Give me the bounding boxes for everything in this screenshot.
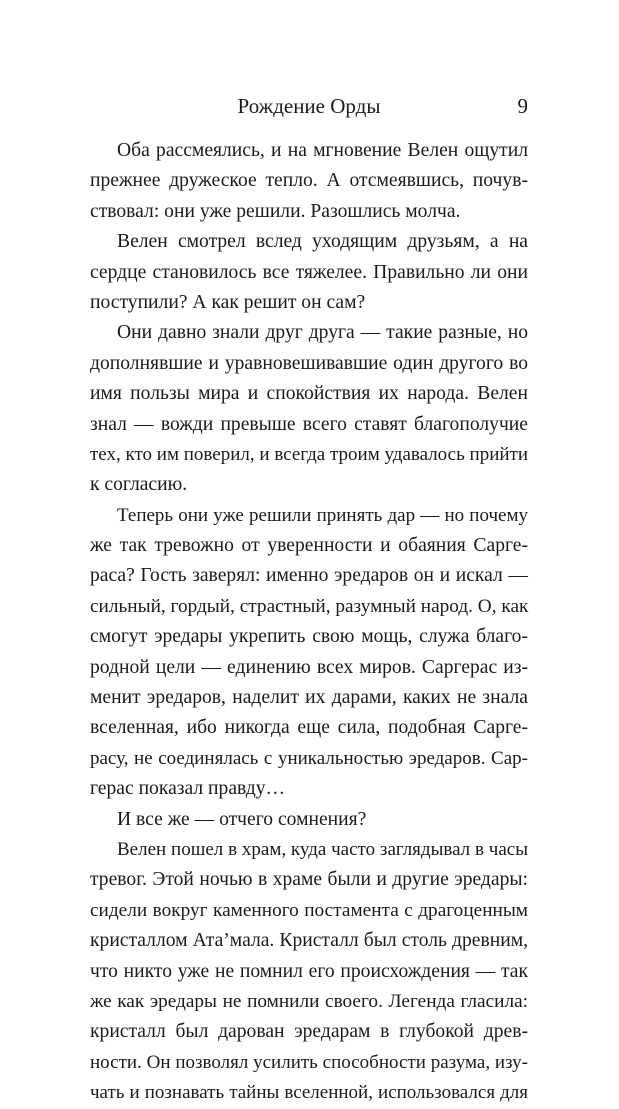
text-line: Они давно знали друг друга — такие разные, но (117, 322, 528, 344)
text-line: к согласию. (90, 474, 188, 496)
text-line: раса? Гость заверял: именно эредаров он и искал — (90, 565, 528, 587)
text-line: менит эредаров, наделит их дарами, каких не знала (90, 687, 528, 709)
text-line: же как эредары не помнили своего. Легенда гласила: (90, 990, 528, 1012)
text-line: знал — вожди превыше всего ставят благополучие (90, 413, 528, 435)
text-line: имя пользы мира и спокойствия их народа. Велен (90, 383, 528, 405)
text-line: сердце становилось все тяжелее. Правильно ли они (90, 261, 528, 283)
text-line: И все же — отчего сомнения? (117, 808, 367, 830)
text-line: смогут эредары укрепить свою мощь, служа благо- (90, 626, 528, 648)
text-line: Велен пошел в храм, куда часто заглядывал в часы (117, 838, 528, 860)
text-line: же так тревожно от уверенности и обаяния Сарге- (90, 535, 528, 557)
text-line: Теперь они уже решили принять дар — но почему (117, 504, 528, 526)
text-line: Велен смотрел вслед уходящим друзьям, а на (117, 231, 528, 253)
text-line: сидели вокруг каменного постамента с драгоценным (90, 899, 528, 921)
text-line: чать и познавать тайны вселенной, использовался для (90, 1082, 528, 1104)
running-header (90, 92, 528, 120)
text-line: расу, не соединялась с уникальностью эредаров. Сар- (90, 747, 528, 769)
text-line: тех, кто им поверил, и всегда троим удавалось прийти (90, 443, 528, 465)
body-text (90, 136, 528, 1109)
text-line: вселенная, ибо никогда еще сила, подобная Сарге- (90, 717, 528, 739)
text-line: родной цели — единению всех миров. Саргерас из- (90, 656, 528, 678)
text-line: кристаллом Ата’мала. Кристалл был столь древним, (90, 930, 528, 952)
text-line: герас показал правду… (90, 778, 286, 800)
text-line: сильный, гордый, страстный, разумный народ. О, как (90, 595, 529, 617)
text-line: что никто уже не помнил его происхождения — так (90, 960, 528, 982)
text-line: ствовал: они уже решили. Разошлись молча. (90, 200, 461, 222)
text-line: тревог. Этой ночью в храме были и другие эредары: (90, 869, 528, 891)
text-line: кристалл был дарован эредарам в глубокой древ- (90, 1021, 528, 1043)
page-number: 9 (517, 94, 528, 118)
text-line: прежнее дружеское тепло. А отсмеявшись, почув- (90, 170, 528, 192)
text-line: Оба рассмеялись, и на мгновение Велен ощутил (117, 140, 528, 161)
text-line: поступили? А как решит он сам? (90, 291, 366, 313)
text-line: ности. Он позволял усилить способности разума, изу- (90, 1051, 528, 1073)
text-line: дополнявшие и уравновешивавшие один другого во (90, 352, 528, 374)
running-title: Рождение Орды (237, 94, 381, 118)
